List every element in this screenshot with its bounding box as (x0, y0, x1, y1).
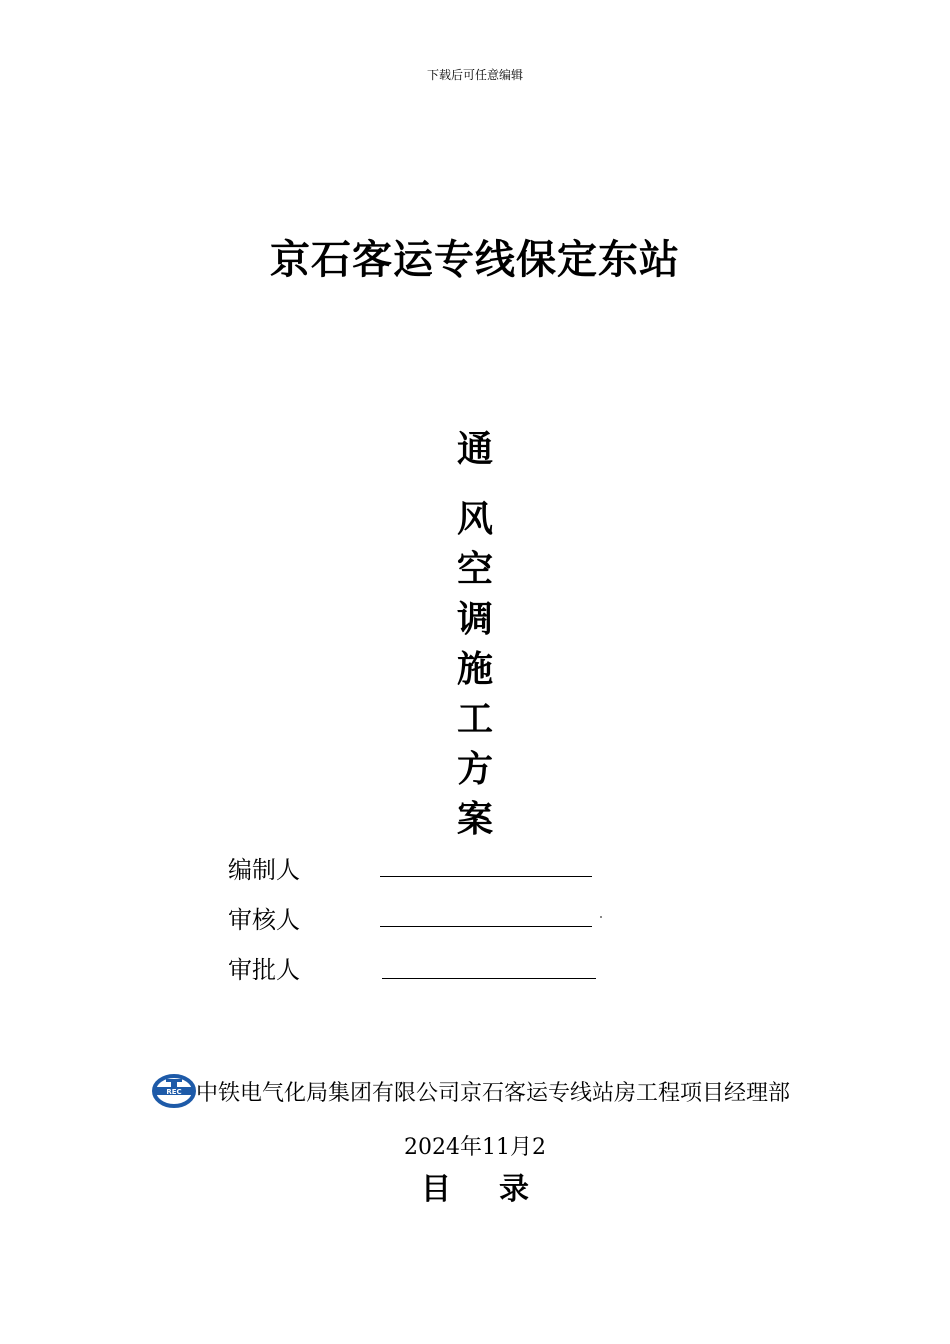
title-char: 工 (456, 698, 493, 740)
title-char: 方 (456, 748, 493, 790)
title-char: 通 (456, 428, 493, 470)
approver-label: 审批人 (228, 956, 300, 984)
header-note: 下载后可任意编辑 (426, 68, 523, 82)
project-title: 京石客运专线保定东站 (270, 236, 680, 283)
document-title-vertical (440, 424, 510, 844)
date: 2024年11月2 (404, 1135, 546, 1160)
company-name: 中铁电气化局集团有限公司京石客运专线站房工程项目经理部 (196, 1081, 791, 1106)
toc-heading: 目录 (421, 1172, 577, 1207)
company-logo-icon (152, 1074, 196, 1108)
title-char: 风 (456, 498, 493, 540)
title-char: 空 (456, 548, 493, 590)
compiler-signature-line (380, 876, 592, 877)
company-line (152, 1074, 852, 1108)
stray-dot (600, 916, 602, 918)
reviewer-signature-line (380, 926, 592, 927)
title-char: 案 (456, 798, 493, 840)
title-char: 调 (456, 598, 493, 640)
compiler-label: 编制人 (228, 856, 300, 884)
title-char: 施 (456, 648, 493, 690)
logo-text: REC (166, 1088, 182, 1096)
reviewer-label: 审核人 (228, 906, 300, 934)
approver-signature-line (382, 978, 596, 979)
